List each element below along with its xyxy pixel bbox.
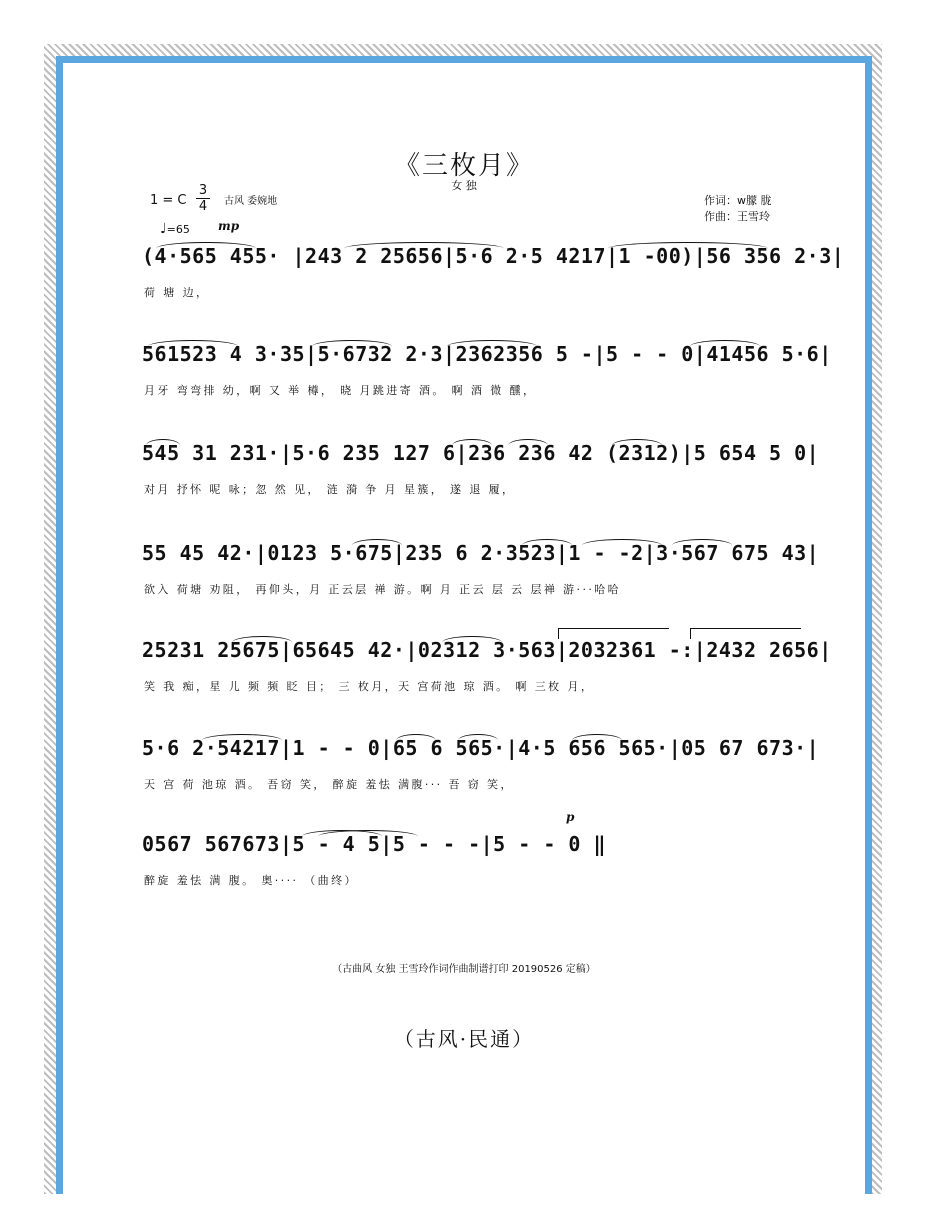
song-title: 《三枚月》 bbox=[393, 151, 534, 181]
lyrics-line: 荷 塘 边， bbox=[144, 286, 210, 299]
time-signature bbox=[196, 183, 210, 214]
style-marking: 古风 委婉地 bbox=[224, 196, 278, 207]
notes-line: 55 45 42·|0123 5·675|235 6 2·3523|1 - -2|3·567 675 43| bbox=[142, 541, 820, 565]
footer-tag: （古风·民通） bbox=[393, 1027, 535, 1051]
lyrics-line: 月牙 弯弯排 幼，啊 又 举 樽， 晓 月跳进寄 酒。 啊 酒 微 醺， bbox=[144, 384, 537, 397]
tempo-value: =65 bbox=[166, 223, 190, 236]
lyrics-line: 天 宫 荷 池琼 酒。 吾窃 笑， 醉旋 羞怯 满腹··· 吾 窃 笑， bbox=[144, 778, 514, 791]
lyrics-line: 笑 我 痴，星 儿 频 频 眨 目； 三 枚月，天 宫荷池 琼 酒。 啊 三枚 月， bbox=[144, 680, 595, 693]
notes-line: 0567 567673|5 - 4 5|5 - - -|5 - - 0 ‖ bbox=[142, 832, 607, 856]
credits bbox=[704, 193, 772, 225]
key-signature: 1 = C bbox=[150, 193, 187, 208]
meter-top: 3 bbox=[198, 183, 208, 198]
notes-line: 25231 25675|65645 42·|02312 3·563|2032361 -:|2432 2656| bbox=[142, 638, 832, 662]
voice-type: 女 独 bbox=[451, 179, 477, 192]
notes-line: 561523 4 3·35|5·6732 2·3|2362356 5 -|5 - - 0|41456 5·6| bbox=[142, 342, 832, 366]
tempo-marking bbox=[160, 221, 190, 237]
notes-line: (4·565 455· |243 2 25656|5·6 2·5 4217|1 -00)|56 356 2·3| bbox=[142, 244, 845, 268]
notes-line: 5·6 2·54217|1 - - 0|65 6 565·|4·5 656 565·|05 67 673·| bbox=[142, 736, 820, 760]
notes-line: 545 31 231·|5·6 235 127 6|236 236 42 (2312)|5 654 5 0| bbox=[142, 441, 820, 465]
meter-bottom: 4 bbox=[196, 198, 210, 214]
lyricist: 作词：w朦 胧 bbox=[704, 194, 772, 207]
footer-note: （古曲风 女独 王雪玲作词作曲制谱打印 20190526 定稿） bbox=[332, 964, 596, 975]
lyrics-line: 对月 抒怀 呢 咏；忽 然 见， 涟 漪 争 月 星簇， 遂 退 履， bbox=[144, 483, 516, 496]
dynamic-p: p bbox=[566, 810, 575, 824]
dynamic-mp: mp bbox=[218, 219, 240, 233]
quarter-note-icon: ♩ bbox=[160, 221, 167, 237]
composer: 作曲：王雪玲 bbox=[704, 210, 770, 223]
lyrics-line: 醉旋 羞怯 满 腹。 奥···· （曲终） bbox=[144, 874, 358, 887]
lyrics-line: 欲入 荷塘 劝阻， 再仰头，月 正云层 禅 游。啊 月 正云 层 云 层禅 游···哈哈 bbox=[144, 583, 622, 596]
